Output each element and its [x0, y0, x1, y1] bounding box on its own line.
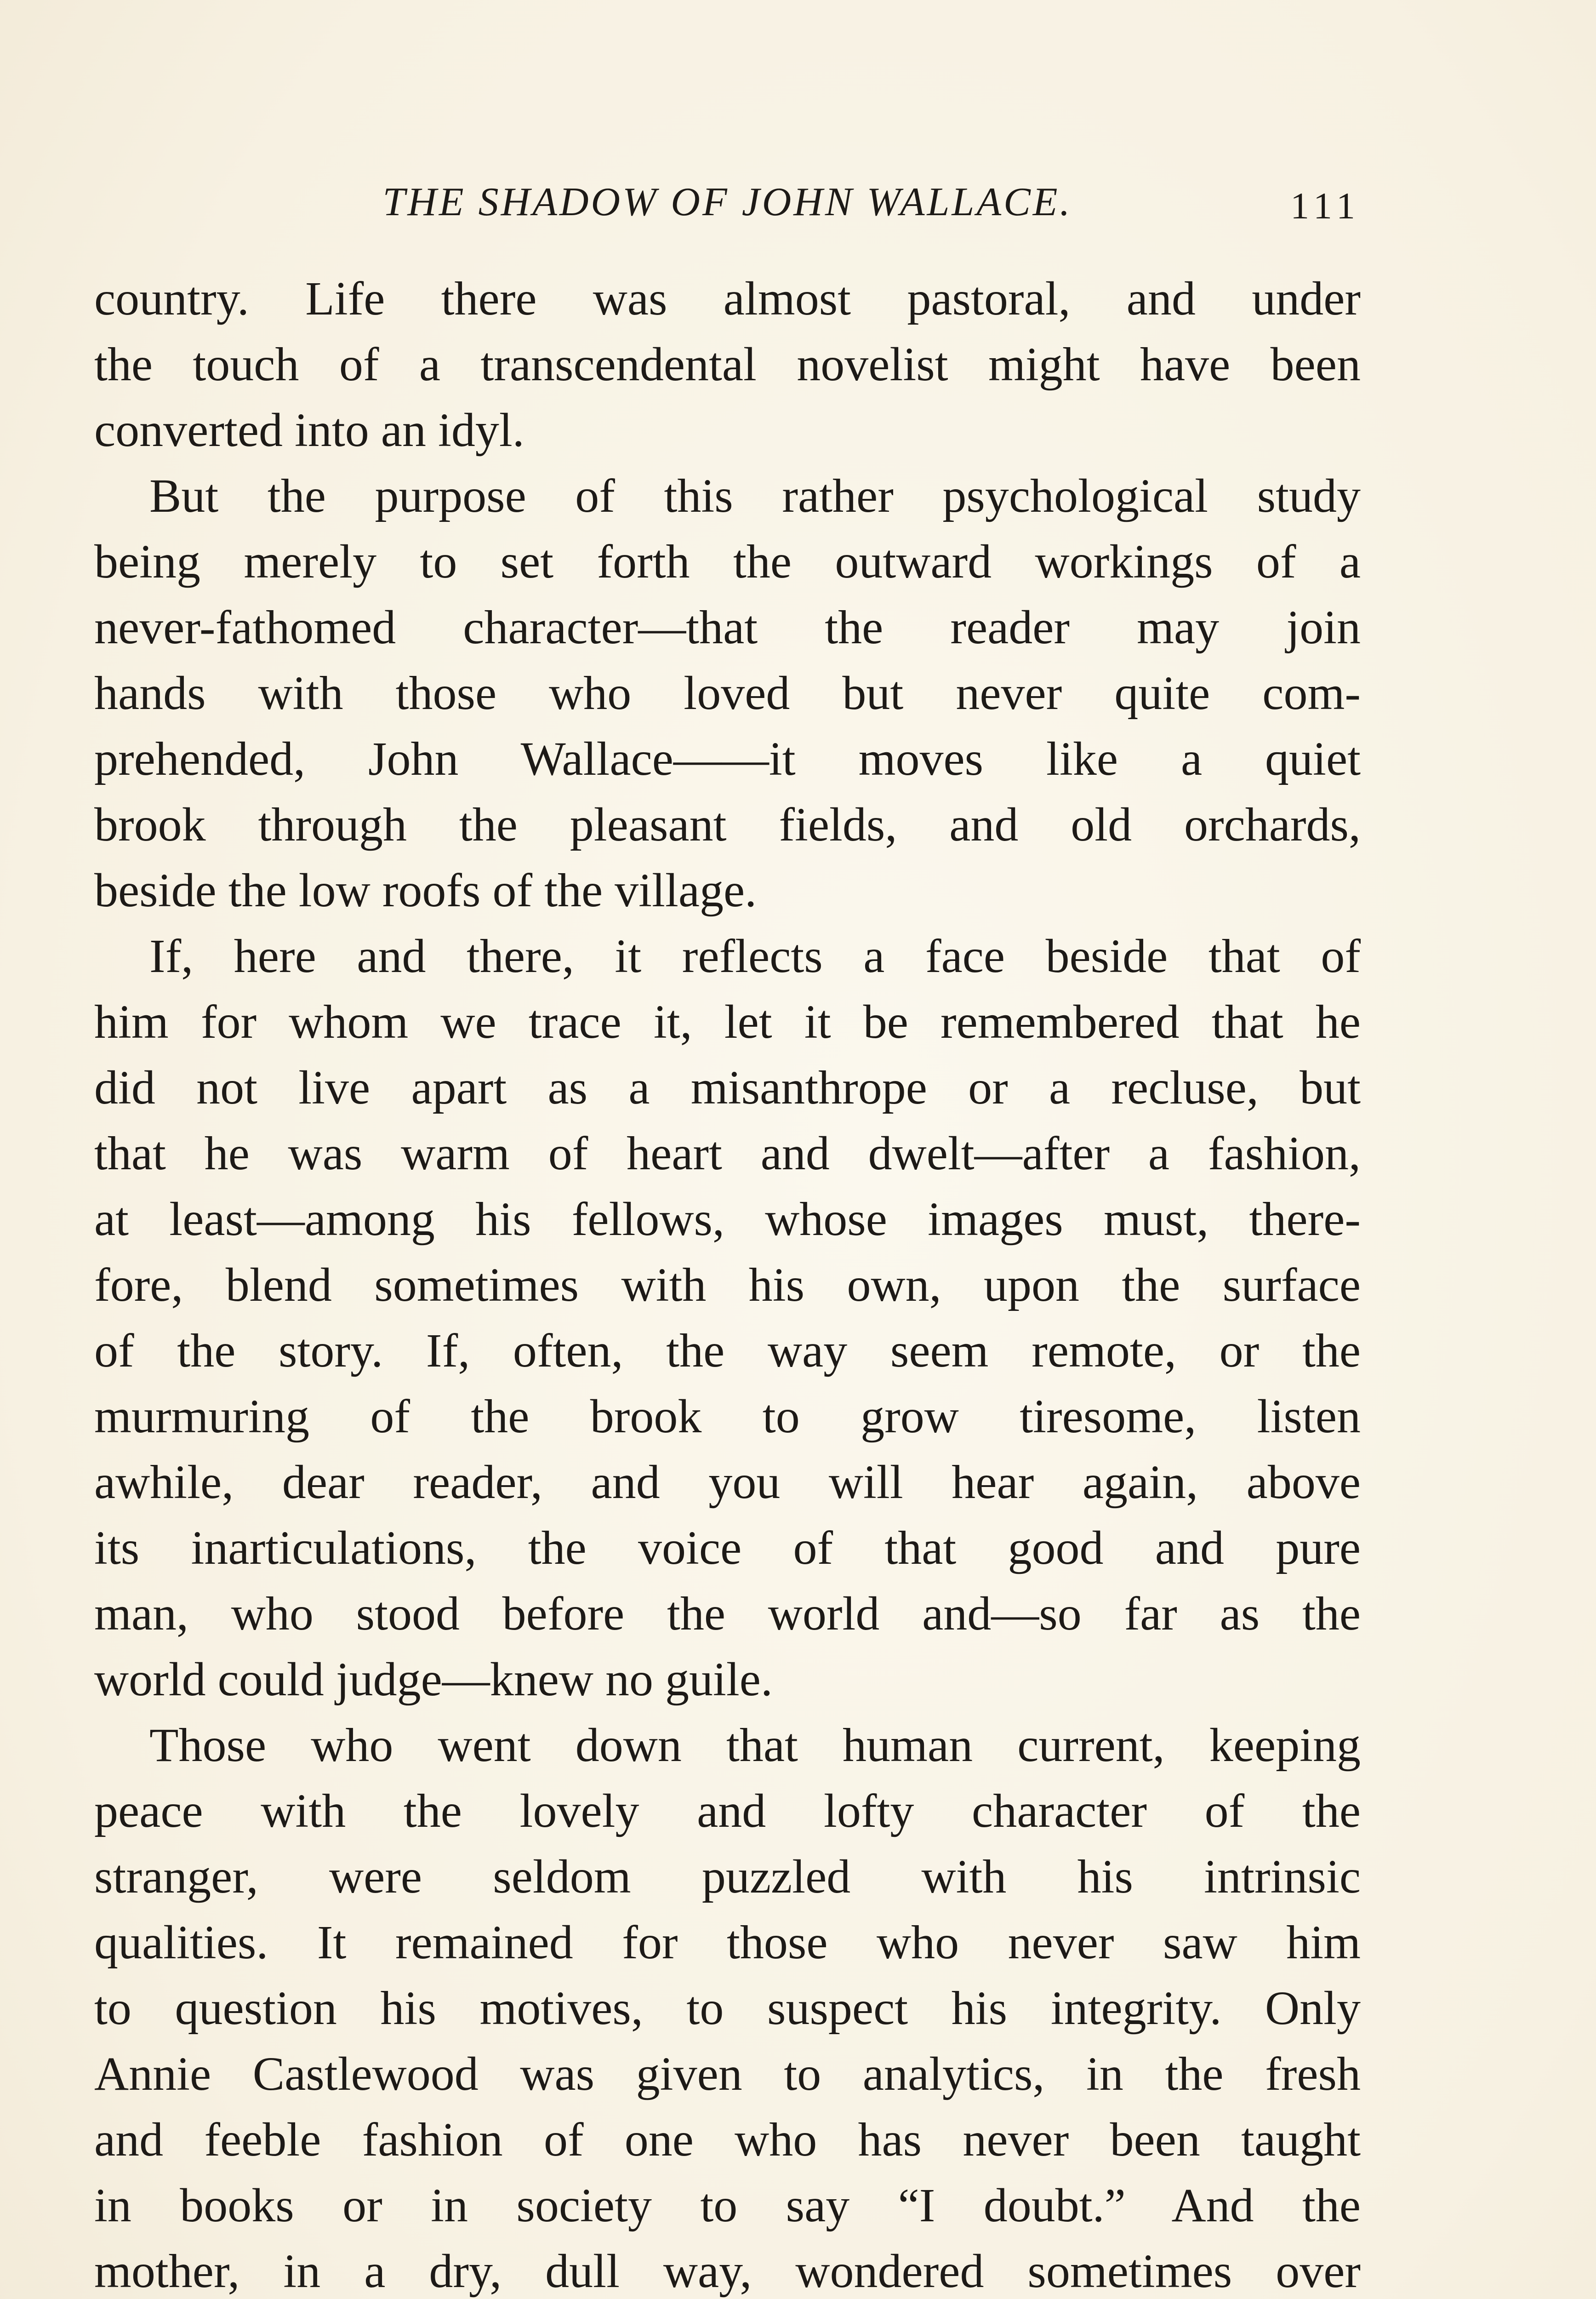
text-line: But the purpose of this rather psychological study: [149, 469, 1361, 522]
text-line: the touch of a transcendental novelist might have been: [94, 338, 1361, 391]
text-line: country. Life there was almost pastoral, and under: [94, 272, 1361, 325]
text-line: man, who stood before the world and—so far as the: [94, 1587, 1361, 1640]
text-line: to question his motives, to suspect his integrity. Only: [94, 1982, 1361, 2035]
text-line: brook through the pleasant fields, and old orchards,: [94, 798, 1361, 851]
text-line: Annie Castlewood was given to analytics, in the fresh: [94, 2047, 1361, 2100]
text-line: its inarticulations, the voice of that good and pure: [94, 1521, 1361, 1574]
text-line: him for whom we trace it, let it be remembered that he: [94, 995, 1361, 1048]
running-head: [94, 172, 1361, 232]
text-line: awhile, dear reader, and you will hear again, above: [94, 1456, 1361, 1509]
text-line: at least—among his fellows, whose images must, there-: [94, 1193, 1361, 1246]
text-line: qualities. It remained for those who never saw him: [94, 1916, 1361, 1969]
text-line: did not live apart as a misanthrope or a recluse, but: [94, 1061, 1361, 1114]
page-number: 111: [1290, 185, 1361, 227]
text-line: never-fathomed character—that the reader may join: [94, 601, 1361, 654]
text-line: converted into an idyl.: [94, 404, 524, 457]
text-line: fore, blend sometimes with his own, upon the surface: [94, 1258, 1361, 1311]
text-line: mother, in a dry, dull way, wondered sometimes over: [94, 2245, 1361, 2298]
text-line: If, here and there, it reflects a face beside that of: [149, 930, 1361, 983]
text-line: beside the low roofs of the village.: [94, 864, 757, 917]
text-line: in books or in society to say “I doubt.” And the: [94, 2179, 1361, 2232]
text-line: world could judge—knew no guile.: [94, 1653, 773, 1706]
text-line: of the story. If, often, the way seem remote, or the: [94, 1324, 1361, 1377]
text-line: being merely to set forth the outward workings of a: [94, 535, 1361, 588]
text-line: prehended, John Wallace——it moves like a quiet: [94, 732, 1361, 785]
text-line: peace with the lovely and lofty character of the: [94, 1784, 1361, 1837]
text-line: that he was warm of heart and dwelt—after a fashion,: [94, 1127, 1361, 1180]
running-title: THE SHADOW OF JOHN WALLACE.: [382, 180, 1072, 224]
text-line: Those who went down that human current, keeping: [149, 1719, 1361, 1772]
text-line: murmuring of the brook to grow tiresome, listen: [94, 1390, 1361, 1443]
text-line: stranger, were seldom puzzled with his intrinsic: [94, 1850, 1361, 1903]
text-line: and feeble fashion of one who has never been taught: [94, 2113, 1361, 2166]
body-text: [94, 266, 1361, 2299]
text-line: hands with those who loved but never quite com-: [94, 667, 1361, 720]
